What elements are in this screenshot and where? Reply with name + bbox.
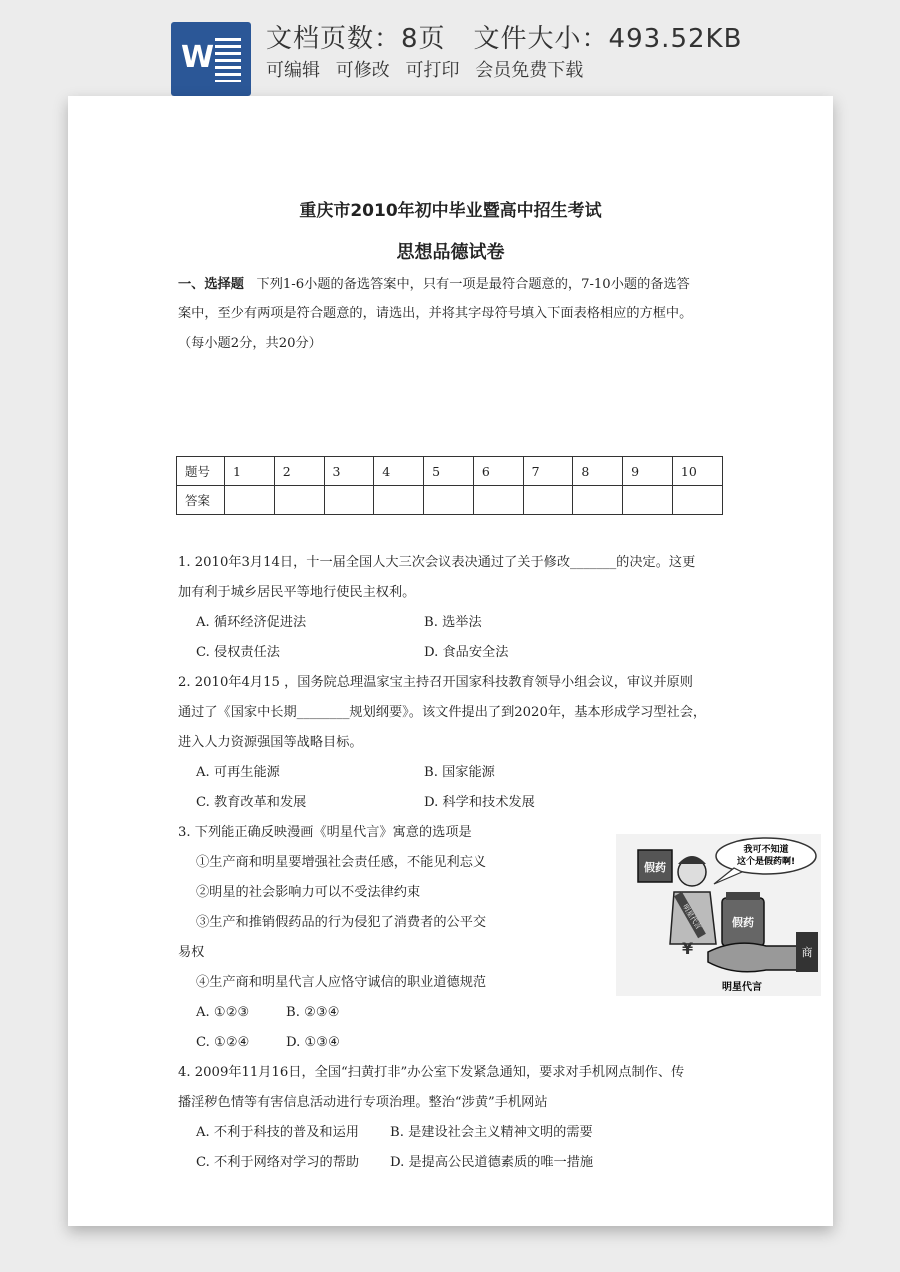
answer-cell	[424, 486, 474, 515]
q3-statement-4: ④生产商和明星代言人应恪守诚信的职业道德规范	[196, 975, 487, 990]
bubble-text-2: 这个是假药啊!	[736, 857, 796, 867]
answer-cell	[274, 486, 324, 515]
q4-line1: 4. 2009年11月16日，全国“扫黄打非”办公室下发紧急通知，要求对手机网点制作、传	[178, 1065, 685, 1080]
q1-line1: 1. 2010年3月14日，十一届全国人大三次会议表决通过了关于修改_______的决定。这更	[178, 555, 696, 570]
table-label-answer: 答案	[177, 486, 225, 515]
answer-cell	[623, 486, 673, 515]
section1-line1	[178, 276, 690, 294]
q3-line1: 3. 下列能正确反映漫画《明星代言》寓意的选项是	[178, 825, 472, 840]
q1-option-d: D. 食品安全法	[424, 645, 509, 660]
section1-text1: 下列1-6小题的备选答案中，只有一项是最符合题意的，7-10小题的备选答	[256, 277, 690, 292]
q1-option-b: B. 选举法	[424, 615, 482, 630]
q4-option-d: D. 是提高公民道德素质的唯一措施	[390, 1155, 594, 1170]
q2-line2: 通过了《国家中长期________规划纲要》。该文件提出了到2020年，基本形成学习型社会，	[178, 705, 707, 720]
q3-statement-3-cont: 易权	[178, 945, 205, 960]
section1-text2: 案中，至少有两项是符合题意的，请选出，并将其字母符号填入下面表格相应的方框中。	[178, 306, 693, 321]
left-sign-text: 假药	[644, 861, 666, 874]
q3-statement-1: ①生产商和明星要增强社会责任感，不能见利忘义	[196, 855, 487, 870]
answer-cell	[324, 486, 374, 515]
q1-option-a: A. 循环经济促进法	[196, 615, 307, 630]
q4-option-c: C. 不利于网络对学习的帮助	[196, 1155, 360, 1170]
exam-subtitle: 思想品德试卷	[396, 242, 505, 263]
q3-option-a: A. ①②③	[196, 1005, 250, 1020]
q3-option-d: D. ①③④	[286, 1035, 340, 1050]
answer-cell	[672, 486, 722, 515]
answer-table	[176, 456, 723, 515]
star-endorsement-cartoon	[616, 834, 821, 996]
answer-cell	[374, 486, 424, 515]
feature-editable: 可编辑	[266, 60, 320, 81]
q4-option-a: A. 不利于科技的普及和运用	[196, 1125, 359, 1140]
table-number-5: 5	[424, 457, 474, 486]
q4-option-b: B. 是建设社会主义精神文明的需要	[390, 1125, 593, 1140]
answer-cell	[225, 486, 275, 515]
table-number-7: 7	[523, 457, 573, 486]
q2-option-c: C. 教育改革和发展	[196, 795, 307, 810]
q2-option-b: B. 国家能源	[424, 765, 495, 780]
banner-title	[266, 18, 742, 55]
banner-features	[266, 56, 593, 82]
cartoon-caption: 明星代言	[722, 982, 762, 993]
speech-bubble	[716, 838, 816, 874]
q3-statement-2: ②明星的社会影响力可以不受法律约束	[196, 885, 421, 900]
q3-option-b: B. ②③④	[286, 1005, 340, 1020]
table-number-10: 10	[672, 457, 722, 486]
file-size: 文件大小：493.52KB	[473, 24, 743, 54]
jar-text: 假药	[732, 916, 754, 929]
feature-member-download: 会员免费下载	[475, 60, 584, 81]
q1-option-c: C. 侵权责任法	[196, 645, 280, 660]
q1-line2: 加有利于城乡居民平等地行使民主权利。	[178, 585, 416, 600]
merchant-hand	[708, 943, 798, 972]
answer-cell	[473, 486, 523, 515]
table-number-6: 6	[473, 457, 523, 486]
merchant-sleeve-text: 商	[801, 946, 813, 959]
section1-heading: 一、选择题	[178, 277, 244, 292]
exam-title: 重庆市2010年初中毕业暨高中招生考试	[299, 201, 602, 221]
answer-cell	[523, 486, 573, 515]
q2-option-a: A. 可再生能源	[196, 765, 280, 780]
answer-table-answer-row	[177, 486, 723, 515]
q3-statement-3: ③生产和推销假药品的行为侵犯了消费者的公平交	[196, 915, 487, 930]
document-page	[68, 96, 833, 1226]
word-document-icon	[171, 22, 251, 96]
q3-option-c: C. ①②④	[196, 1035, 250, 1050]
download-banner	[0, 0, 900, 100]
feature-printable: 可打印	[405, 60, 460, 81]
q4-line2: 播淫秽色情等有害信息活动进行专项治理。整治“涉黄”手机网站	[178, 1095, 548, 1110]
word-icon-lines	[215, 38, 241, 82]
bubble-text-1: 我可不知道	[743, 845, 789, 855]
word-icon-letter: W	[181, 40, 215, 75]
cartoon-drawing	[616, 834, 821, 996]
section1-score: （每小题2分，共20分）	[178, 336, 322, 351]
feature-modifiable: 可修改	[335, 60, 390, 81]
q2-line3: 进入人力资源强国等战略目标。	[178, 735, 363, 750]
table-number-4: 4	[374, 457, 424, 486]
yuan-sign-icon: ¥	[682, 939, 694, 958]
q2-option-d: D. 科学和技术发展	[424, 795, 535, 810]
table-label-number: 题号	[177, 457, 225, 486]
table-number-9: 9	[623, 457, 673, 486]
table-number-2: 2	[274, 457, 324, 486]
table-number-8: 8	[573, 457, 623, 486]
answer-table-number-row	[177, 457, 723, 486]
page-count: 文档页数：8页	[266, 24, 446, 54]
table-number-1: 1	[225, 457, 275, 486]
sash-text: 明星代言	[680, 902, 703, 931]
answer-cell	[573, 486, 623, 515]
q2-line1: 2. 2010年4月15 ，国务院总理温家宝主持召开国家科技教育领导小组会议，审议并原则	[178, 675, 693, 690]
table-number-3: 3	[324, 457, 374, 486]
